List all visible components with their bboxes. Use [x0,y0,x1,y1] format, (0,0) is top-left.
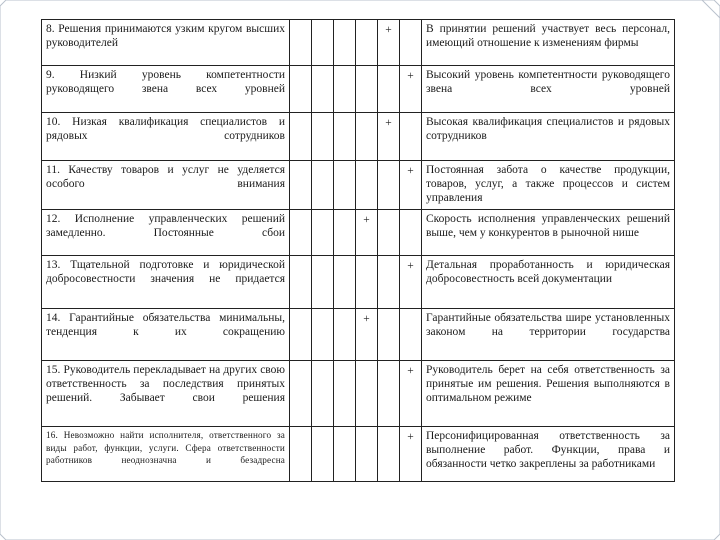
score-cell-3 [334,66,356,113]
table-row [42,256,675,309]
score-cell-3 [334,361,356,427]
score-cell-1 [290,361,312,427]
score-cell-2 [312,113,334,160]
score-mark: + [407,70,414,83]
score-mark: + [363,312,370,325]
score-cell-3 [334,160,356,209]
score-cell-2 [312,66,334,113]
negative-trait-cell: 10. Низкая квалификация специалистов и рядовых сотрудников [42,113,290,160]
score-cell-6 [400,160,422,209]
score-cell-1 [290,66,312,113]
score-cell-4 [356,361,378,427]
positive-trait-cell: Персонифицированная ответственность за выполнение работ. Функции, права и обязанности четко закреплены за работниками [422,427,675,482]
positive-trait-cell: Постоянная забота о качестве продукции, товаров, услуг, а также процессов и систем управления [422,160,675,209]
score-cell-2 [312,256,334,309]
table-row [42,361,675,427]
score-cell-1 [290,256,312,309]
score-cell-5 [378,361,400,427]
score-cell-1 [290,427,312,482]
negative-trait-cell: 9. Низкий уровень компетентности руководящего звена всех уровней [42,66,290,113]
score-cell-4 [356,113,378,160]
score-cell-6 [400,66,422,113]
score-cell-4 [356,256,378,309]
score-cell-2 [312,427,334,482]
score-cell-1 [290,308,312,361]
score-cell-4 [356,427,378,482]
score-cell-2 [312,160,334,209]
score-mark: + [407,164,414,177]
score-cell-5 [378,256,400,309]
table-row [42,210,675,256]
score-cell-4 [356,20,378,66]
score-mark: + [385,117,392,130]
table-row [42,113,675,160]
score-cell-2 [312,210,334,256]
positive-trait-cell: В принятии решений участвует весь персонал, имеющий отношение к изменениям фирмы [422,20,675,66]
positive-trait-cell: Высокий уровень компетентности руководящего звена всех уровней [422,66,675,113]
negative-trait-cell: 11. Качеству товаров и услуг не уделяется особого внимания [42,160,290,209]
assessment-table [41,19,675,482]
score-cell-3 [334,210,356,256]
table-row [42,20,675,66]
score-cell-5 [378,427,400,482]
score-cell-2 [312,20,334,66]
score-cell-3 [334,256,356,309]
score-cell-1 [290,113,312,160]
positive-trait-cell: Детальная проработанность и юридическая добросовестность всей документации [422,256,675,309]
negative-trait-cell: 16. Невозможно найти исполнителя, ответственного за виды работ, функции, услуги. Сфера ответственности работников неоднозначна и безадресна [42,427,290,482]
score-cell-3 [334,20,356,66]
negative-trait-cell: 15. Руководитель перекладывает на других свою ответственность за последствия принятых решений. Забывает свои решения [42,361,290,427]
negative-trait-cell: 8. Решения принимаются узким кругом высших руководителей [42,20,290,66]
score-cell-6 [400,256,422,309]
score-cell-5 [378,160,400,209]
table-row [42,66,675,113]
score-mark: + [407,365,414,378]
score-cell-4 [356,66,378,113]
score-mark: + [407,431,414,444]
score-cell-2 [312,308,334,361]
negative-trait-cell: 14. Гарантийные обязательства минимальны, тенденция к их сокращению [42,308,290,361]
score-cell-6 [400,210,422,256]
score-mark: + [385,24,392,36]
assessment-table-body [42,20,675,482]
positive-trait-cell: Скорость исполнения управленческих решений выше, чем у конкурентов в рыночной нише [422,210,675,256]
score-cell-6 [400,113,422,160]
score-cell-6 [400,361,422,427]
score-cell-5 [378,210,400,256]
score-cell-1 [290,20,312,66]
score-cell-3 [334,113,356,160]
positive-trait-cell: Гарантийные обязательства шире установленных законом на территории государства [422,308,675,361]
positive-trait-cell: Руководитель берет на себя ответственность за принятые им решения. Решения выполняются в оптимальном режиме [422,361,675,427]
score-cell-4 [356,308,378,361]
score-cell-3 [334,308,356,361]
table-row [42,427,675,482]
negative-trait-cell: 13. Тщательной подготовке и юридической добросовестности значения не придается [42,256,290,309]
score-mark: + [363,214,370,227]
positive-trait-cell: Высокая квалификация специалистов и рядовых сотрудников [422,113,675,160]
score-cell-1 [290,160,312,209]
negative-trait-cell: 12. Исполнение управленческих решений замедленно. Постоянные сбои [42,210,290,256]
score-cell-4 [356,160,378,209]
score-cell-5 [378,308,400,361]
score-cell-6 [400,427,422,482]
score-cell-6 [400,20,422,66]
score-mark: + [407,260,414,273]
score-cell-5 [378,66,400,113]
score-cell-5 [378,113,400,160]
score-cell-6 [400,308,422,361]
score-cell-3 [334,427,356,482]
score-cell-2 [312,361,334,427]
score-cell-5 [378,20,400,66]
score-cell-4 [356,210,378,256]
score-cell-1 [290,210,312,256]
table-row [42,160,675,209]
table-row [42,308,675,361]
